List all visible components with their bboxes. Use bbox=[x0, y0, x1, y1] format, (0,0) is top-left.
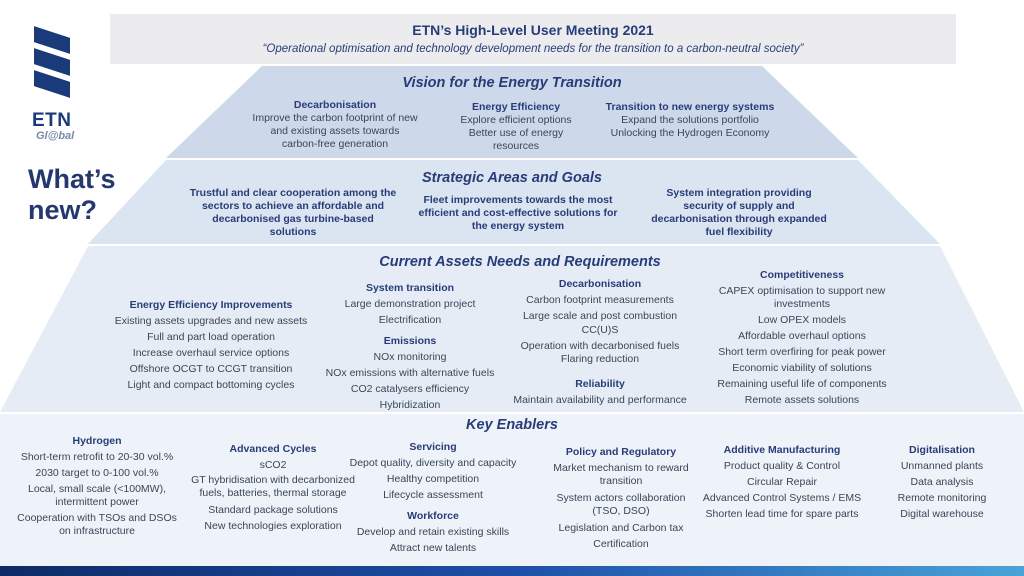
assets-item: CO2 catalysers efficiency bbox=[350, 383, 470, 395]
etn-logo-mark bbox=[34, 30, 84, 96]
enabler-item: Depot quality, diversity and capacity bbox=[349, 457, 517, 469]
assets-competitiveness-heading: Competitiveness bbox=[759, 269, 845, 281]
enabler-item: fuels, batteries, thermal storage bbox=[199, 487, 347, 499]
strategic-center-line: Fleet improvements towards the most bbox=[423, 194, 613, 206]
strategic-right-line: System integration providing bbox=[666, 187, 812, 199]
enabler-item: on infrastructure bbox=[59, 525, 135, 537]
assets-item: Remaining useful life of components bbox=[717, 378, 887, 390]
enabler-item: Shorten lead time for spare parts bbox=[705, 508, 859, 520]
strategic-left-line: sectors to achieve an affordable and bbox=[201, 200, 385, 212]
vision-efficiency-line: resources bbox=[492, 140, 540, 152]
assets-decarbonisation-heading: Decarbonisation bbox=[558, 278, 642, 290]
assets-item: CAPEX optimisation to support new bbox=[718, 285, 886, 297]
assets-reliability-heading: Reliability bbox=[575, 378, 625, 390]
strategic-center bbox=[412, 194, 624, 233]
vision-efficiency-line: Better use of energy bbox=[468, 127, 564, 139]
enabler-item: Certification bbox=[593, 538, 649, 550]
logo-subtext: Gl@bal bbox=[36, 130, 75, 142]
logo-text: ETN bbox=[32, 110, 72, 131]
vision-decarbonisation bbox=[246, 99, 424, 151]
enabler-item: Develop and retain existing skills bbox=[356, 526, 510, 538]
assets-item: Large scale and post combustion bbox=[522, 310, 678, 322]
enabler-hydrogen bbox=[8, 433, 186, 538]
enabler-servicing-heading: Servicing bbox=[409, 441, 457, 453]
assets-decarbonisation bbox=[506, 276, 694, 408]
assets-item: Full and part load operation bbox=[147, 331, 275, 343]
enabler-item: Legislation and Carbon tax bbox=[558, 522, 684, 534]
strategic-center-line: efficient and cost-effective solutions for bbox=[418, 207, 618, 219]
assets-item: Economic viability of solutions bbox=[732, 362, 872, 374]
side-title-line2: new? bbox=[28, 195, 98, 225]
vision-transition-line: Unlocking the Hydrogen Economy bbox=[610, 127, 770, 139]
assets-item: Remote assets solutions bbox=[744, 394, 860, 406]
enabler-item: intermittent power bbox=[55, 496, 139, 508]
assets-energy-efficiency bbox=[106, 297, 316, 393]
assets-item: Offshore OCGT to CCGT transition bbox=[129, 363, 293, 375]
assets-item: Short term overfiring for peak power bbox=[718, 346, 886, 358]
assets-item: Large demonstration project bbox=[344, 298, 476, 310]
enabler-item: Data analysis bbox=[910, 476, 974, 488]
assets-title: Current Assets Needs and Requirements bbox=[379, 254, 661, 270]
enabler-digitalisation bbox=[880, 442, 1004, 522]
strategic-title: Strategic Areas and Goals bbox=[422, 170, 602, 186]
strategic-left-line: solutions bbox=[269, 226, 317, 238]
vision-decarbonisation-line: carbon-free generation bbox=[281, 138, 389, 150]
enablers-title: Key Enablers bbox=[466, 417, 558, 433]
enabler-item: Healthy competition bbox=[386, 473, 480, 485]
enabler-policy-heading: Policy and Regulatory bbox=[565, 446, 677, 458]
assets-item: Carbon footprint measurements bbox=[526, 294, 674, 306]
assets-item: Operation with decarbonised fuels bbox=[520, 340, 680, 352]
strategic-right-line: decarbonisation through expanded bbox=[651, 213, 827, 225]
enabler-item: New technologies exploration bbox=[204, 520, 342, 532]
enabler-additive bbox=[694, 442, 870, 522]
enabler-item: Product quality & Control bbox=[723, 460, 841, 472]
enabler-workforce-heading: Workforce bbox=[407, 510, 459, 522]
enabler-item: transition bbox=[599, 475, 643, 487]
enabler-item: Remote monitoring bbox=[897, 492, 987, 504]
assets-item: Existing assets upgrades and new assets bbox=[114, 315, 308, 327]
vision-decarbonisation-line: Improve the carbon footprint of new bbox=[252, 112, 418, 124]
enabler-item: System actors collaboration bbox=[556, 492, 686, 504]
assets-item: NOx emissions with alternative fuels bbox=[325, 367, 495, 379]
strategic-left-line: Trustful and clear cooperation among the bbox=[189, 187, 397, 199]
page-title: ETN’s High-Level User Meeting 2021 bbox=[412, 22, 654, 38]
side-title bbox=[28, 164, 116, 226]
assets-item: investments bbox=[773, 298, 831, 310]
assets-item: Hybridization bbox=[379, 399, 441, 411]
enabler-item: 2030 target to 0-100 vol.% bbox=[35, 467, 159, 479]
enabler-item: (TSO, DSO) bbox=[592, 505, 650, 517]
assets-competitiveness bbox=[702, 267, 902, 408]
strategic-left-line: decarbonised gas turbine-based bbox=[212, 213, 374, 225]
strategic-right-line: fuel flexibility bbox=[705, 226, 773, 238]
vision-efficiency-line: Explore efficient options bbox=[460, 114, 572, 126]
strategic-right bbox=[636, 187, 842, 239]
enabler-advanced-cycles bbox=[186, 441, 360, 534]
page-subtitle: “Operational optimisation and technology development needs for the transition to a carbon-neutral society” bbox=[262, 43, 804, 55]
enabler-item: Circular Repair bbox=[746, 476, 818, 488]
strategic-right-line: security of supply and bbox=[683, 200, 795, 212]
assets-energy-efficiency-heading: Energy Efficiency Improvements bbox=[129, 299, 293, 311]
enabler-item: Unmanned plants bbox=[900, 460, 984, 472]
assets-item: Electrification bbox=[378, 314, 442, 326]
enabler-item: Local, small scale (<100MW), bbox=[27, 483, 166, 495]
enabler-item: GT hybridisation with decarbonized bbox=[191, 474, 355, 486]
vision-decarbonisation-line: and existing assets towards bbox=[270, 125, 400, 137]
enabler-item: Cooperation with TSOs and DSOs bbox=[17, 512, 177, 524]
strategic-left bbox=[184, 187, 402, 239]
vision-transition-line: Expand the solutions portfolio bbox=[621, 114, 759, 126]
enabler-item: Market mechanism to reward bbox=[553, 462, 689, 474]
vision-transition-heading: Transition to new energy systems bbox=[605, 101, 775, 113]
assets-emissions-heading: Emissions bbox=[383, 335, 437, 347]
assets-system-emissions bbox=[316, 280, 504, 413]
enabler-item: Standard package solutions bbox=[208, 504, 338, 516]
vision-efficiency bbox=[446, 101, 586, 153]
assets-item: Flaring reduction bbox=[560, 353, 640, 365]
bottom-strip bbox=[0, 566, 1024, 576]
vision-efficiency-heading: Energy Efficiency bbox=[471, 101, 561, 113]
assets-item: Increase overhaul service options bbox=[132, 347, 290, 359]
assets-item: NOx monitoring bbox=[373, 351, 447, 363]
enabler-hydrogen-heading: Hydrogen bbox=[72, 435, 122, 447]
vision-title: Vision for the Energy Transition bbox=[402, 75, 622, 91]
assets-item: Light and compact bottoming cycles bbox=[127, 379, 295, 391]
enabler-item: Digital warehouse bbox=[900, 508, 984, 520]
assets-system-transition-heading: System transition bbox=[365, 282, 455, 294]
assets-item: Affordable overhaul options bbox=[738, 330, 866, 342]
assets-item: Maintain availability and performance bbox=[513, 394, 687, 406]
enabler-additive-heading: Additive Manufacturing bbox=[723, 444, 841, 456]
enabler-item: sCO2 bbox=[259, 459, 287, 471]
enabler-item: Lifecycle assessment bbox=[383, 489, 483, 501]
assets-item: CC(U)S bbox=[581, 324, 619, 336]
enabler-servicing bbox=[344, 439, 522, 556]
enabler-policy bbox=[536, 444, 706, 552]
vision-decarbonisation-heading: Decarbonisation bbox=[293, 99, 377, 111]
enabler-digitalisation-heading: Digitalisation bbox=[909, 444, 975, 456]
side-title-line1: What’s bbox=[28, 164, 116, 194]
assets-item: Low OPEX models bbox=[757, 314, 847, 326]
enabler-item: Attract new talents bbox=[389, 542, 477, 554]
enabler-item: Short-term retrofit to 20-30 vol.% bbox=[20, 451, 174, 463]
enabler-advanced-cycles-heading: Advanced Cycles bbox=[229, 443, 317, 455]
strategic-center-line: the energy system bbox=[471, 220, 565, 232]
enabler-item: Advanced Control Systems / EMS bbox=[702, 492, 862, 504]
vision-transition bbox=[600, 101, 780, 140]
